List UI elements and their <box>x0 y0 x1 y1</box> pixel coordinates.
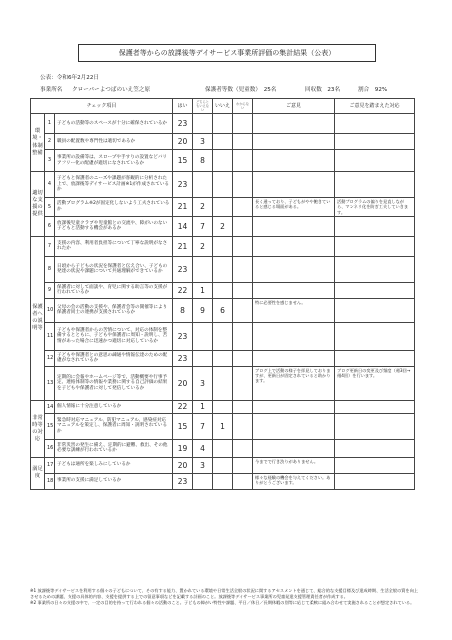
count-no <box>213 439 233 457</box>
count-neither <box>193 256 213 282</box>
count-unknown <box>233 198 253 217</box>
count-neither: 9 <box>193 298 213 322</box>
count-no <box>213 134 233 150</box>
evaluation-table <box>30 98 415 490</box>
count-no <box>213 114 233 134</box>
count-neither <box>193 473 213 489</box>
count-no <box>213 256 233 282</box>
row-number: 2 <box>45 134 55 150</box>
footnotes <box>30 588 420 607</box>
opinion-text: 長く通っており、子どもがやや飽きていると感じる場面がある。 <box>253 198 335 217</box>
count-no <box>213 457 233 473</box>
response-text <box>335 439 415 457</box>
row-number: 3 <box>45 150 55 172</box>
count-yes: 23 <box>173 322 193 350</box>
answer-count: 回収数 23名 <box>305 87 341 93</box>
count-no: 6 <box>213 298 233 322</box>
opinion-text: 様々な経験の機会を与えてください。ありがとうございます。 <box>253 473 335 489</box>
table-body <box>31 114 415 490</box>
response-text <box>335 256 415 282</box>
check-item-text: 職員の配置数や専門性は適切であるか <box>55 134 173 150</box>
opinion-text <box>253 413 335 439</box>
table-row <box>31 198 415 217</box>
count-unknown <box>233 457 253 473</box>
row-number: 6 <box>45 216 55 236</box>
row-number: 11 <box>45 322 55 350</box>
table-row <box>31 236 415 256</box>
footnote-1: ※1 放課後等デイサービスを利用する個々の子どもについて、その有する能力、置かれている環境や日常生活全般の状況に関するアセスメントを通じて、総合的な支援目標及び達成時期、生活全般の質を向上させるための課題、支援の具体的内容、支援を提供する上での留意事項などを記載する計画のこと。放課後等デイサービス事業所の児童発達支援管理責任者が作成する。 <box>30 588 418 599</box>
count-unknown <box>233 400 253 413</box>
row-number: 16 <box>45 439 55 457</box>
table-row <box>31 439 415 457</box>
count-yes: 8 <box>173 298 193 322</box>
count-neither <box>193 350 213 366</box>
count-yes: 23 <box>173 350 193 366</box>
count-no <box>213 282 233 298</box>
count-neither: 8 <box>193 150 213 172</box>
opinion-text <box>253 236 335 256</box>
header-no: いいえ <box>213 99 233 114</box>
header-check-item: チェック項目 <box>31 99 173 114</box>
row-number: 5 <box>45 198 55 217</box>
check-item-text: 非常災害の発生に備え、定期的に避難、救出、その他必要な訓練が行われているか <box>55 439 173 457</box>
category-cell: 満足度 <box>31 457 45 489</box>
check-item-text: 日頃から子どもの状況を保護者と伝え合い、子どもの発達の状況や課題について共通理解ができているか <box>55 256 173 282</box>
count-no <box>213 322 233 350</box>
count-no <box>213 400 233 413</box>
check-item-text: 支援の内容、利用者負担等について丁寧な説明がなされたか <box>55 236 173 256</box>
count-neither: 1 <box>193 400 213 413</box>
count-neither <box>193 172 213 198</box>
opinion-text <box>253 150 335 172</box>
table-row <box>31 322 415 350</box>
opinion-text <box>253 172 335 198</box>
count-unknown <box>233 350 253 366</box>
check-item-text: 定期的に会報やホームページ等で、活動概要や行事予定、連絡体制等の情報や業務に関する自己評価の結果を子どもや保護者に対して発信しているか <box>55 366 173 400</box>
count-unknown <box>233 282 253 298</box>
facility-name: クローバーよつばのいえ笠之原 <box>72 87 151 93</box>
response-text <box>335 413 415 439</box>
check-item-text: 個人情報に十分注意しているか <box>55 400 173 413</box>
header-opinion: ご意見 <box>253 99 335 114</box>
opinion-text: ブログ上で活動の様子を拝見しておりますが、更新日が固定されていると助かります。 <box>253 366 335 400</box>
count-yes: 20 <box>173 134 193 150</box>
count-neither: 3 <box>193 457 213 473</box>
facility-label: 事業所名 <box>40 87 63 93</box>
opinion-text <box>253 439 335 457</box>
check-item-text: 子どもと保護者のニーズや課題が客観的に分析された上で、放課後等デイサービス計画※1が作成されているか <box>55 172 173 198</box>
row-number: 7 <box>45 236 55 256</box>
count-unknown <box>233 134 253 150</box>
count-no <box>213 198 233 217</box>
response-text <box>335 172 415 198</box>
table-row <box>31 400 415 413</box>
check-item-text: 活動プログラム※2が固定化しないよう工夫されているか <box>55 198 173 217</box>
count-unknown <box>233 256 253 282</box>
table-row <box>31 457 415 473</box>
response-text <box>335 473 415 489</box>
opinion-text <box>253 350 335 366</box>
count-yes: 19 <box>173 439 193 457</box>
count-yes: 20 <box>173 366 193 400</box>
count-unknown <box>233 366 253 400</box>
count-yes: 21 <box>173 198 193 217</box>
count-neither: 3 <box>193 134 213 150</box>
opinion-text <box>253 282 335 298</box>
response-text <box>335 282 415 298</box>
row-number: 14 <box>45 400 55 413</box>
check-item-text: 子どもや保護者との意思の疎通や情報伝達のための配慮がなされているか <box>55 350 173 366</box>
header-unknown: わからない <box>233 99 253 114</box>
row-number: 12 <box>45 350 55 366</box>
category-cell: 非常時等の対応 <box>31 400 45 457</box>
opinion-text <box>253 400 335 413</box>
check-item-text: 放課後児童クラブや児童館との交流や、障がいのない子どもと活動する機会があるか <box>55 216 173 236</box>
count-no <box>213 150 233 172</box>
document-title: 保護者等からの放課後等デイサービス事業所評価の集計結果（公表） <box>78 44 376 62</box>
count-neither: 2 <box>193 236 213 256</box>
opinion-text: 今までで行き渋りがありません。 <box>253 457 335 473</box>
count-unknown <box>233 236 253 256</box>
count-unknown <box>233 322 253 350</box>
row-number: 8 <box>45 256 55 282</box>
count-yes: 14 <box>173 216 193 236</box>
count-unknown <box>233 216 253 236</box>
count-neither <box>193 322 213 350</box>
count-yes: 23 <box>173 114 193 134</box>
opinion-text <box>253 134 335 150</box>
response-text: ブログ更新日の変更及び頻度（週3回→週4回）を行います。 <box>335 366 415 400</box>
row-number: 4 <box>45 172 55 198</box>
check-item-text: 子どもは通所を楽しみにしているか <box>55 457 173 473</box>
row-number: 15 <box>45 413 55 439</box>
count-yes: 23 <box>173 473 193 489</box>
table-row <box>31 216 415 236</box>
count-yes: 15 <box>173 150 193 172</box>
row-number: 10 <box>45 298 55 322</box>
table-row <box>31 298 415 322</box>
count-no <box>213 172 233 198</box>
response-text <box>335 457 415 473</box>
count-unknown <box>233 439 253 457</box>
category-cell: 適切な支援の提供 <box>31 172 45 237</box>
table-row <box>31 366 415 400</box>
row-number: 9 <box>45 282 55 298</box>
table-row <box>31 134 415 150</box>
count-neither: 3 <box>193 366 213 400</box>
response-text <box>335 134 415 150</box>
opinion-text <box>253 114 335 134</box>
row-number: 17 <box>45 457 55 473</box>
header-neither: どちらともいえない <box>193 99 213 114</box>
respondent-count: 保護者等数（児童数） 25名 <box>205 87 277 93</box>
count-yes: 23 <box>173 256 193 282</box>
table-row <box>31 473 415 489</box>
table-row <box>31 256 415 282</box>
response-text <box>335 350 415 366</box>
opinion-text: 特に必要性を感じません。 <box>253 298 335 322</box>
count-yes: 15 <box>173 413 193 439</box>
count-unknown <box>233 413 253 439</box>
response-text <box>335 150 415 172</box>
count-neither: 2 <box>193 198 213 217</box>
announce-date: 公表：令和6年2月22日 <box>40 75 99 81</box>
header-yes: はい <box>173 99 193 114</box>
count-no <box>213 350 233 366</box>
count-yes: 23 <box>173 172 193 198</box>
response-text <box>335 236 415 256</box>
response-text: 活動プログラムの偏りを見直しながら、マンネリ化を防ぎ工夫していきます。 <box>335 198 415 217</box>
table-row <box>31 350 415 366</box>
category-cell: 環境・体制整備 <box>31 114 45 172</box>
response-text <box>335 322 415 350</box>
count-no: 2 <box>213 216 233 236</box>
count-neither <box>193 114 213 134</box>
category-cell: 保護者への説明等 <box>31 236 45 400</box>
check-item-text: 父母の会の活動の支援や、保護者会等の開催等により保護者同士の連携が支援されているか <box>55 298 173 322</box>
count-unknown <box>233 114 253 134</box>
row-number: 18 <box>45 473 55 489</box>
row-number: 13 <box>45 366 55 400</box>
check-item-text: 事業所の支援に満足しているか <box>55 473 173 489</box>
count-neither: 7 <box>193 413 213 439</box>
count-no <box>213 366 233 400</box>
count-unknown <box>233 150 253 172</box>
count-no <box>213 236 233 256</box>
count-no <box>213 473 233 489</box>
response-text <box>335 298 415 322</box>
opinion-text <box>253 216 335 236</box>
response-text <box>335 400 415 413</box>
count-yes: 21 <box>173 236 193 256</box>
count-unknown <box>233 298 253 322</box>
count-yes: 20 <box>173 457 193 473</box>
header-response: ご意見を踏まえた対応 <box>335 99 415 114</box>
row-number: 1 <box>45 114 55 134</box>
opinion-text <box>253 322 335 350</box>
opinion-text <box>253 256 335 282</box>
count-neither: 1 <box>193 282 213 298</box>
count-neither: 4 <box>193 439 213 457</box>
table-row <box>31 413 415 439</box>
table-row <box>31 282 415 298</box>
count-unknown <box>233 473 253 489</box>
answer-rate: 割合 92% <box>358 87 388 93</box>
table-row <box>31 114 415 134</box>
count-yes: 22 <box>173 400 193 413</box>
check-item-text: 子どもや保護者からの苦情について、対応の体制を整備するとともに、子どもや保護者に周知・説明し、苦情があった場合に迅速かつ適切に対応しているか <box>55 322 173 350</box>
count-no: 1 <box>213 413 233 439</box>
count-yes: 22 <box>173 282 193 298</box>
check-item-text: 保護者に対して面談や、育児に関する助言等の支援が行われているか <box>55 282 173 298</box>
check-item-text: 事業所の設備等は、スロープや手すりの設置などバリアフリー化の配慮が適切になされているか <box>55 150 173 172</box>
check-item-text: 子どもの活動等のスペースが十分に確保されているか <box>55 114 173 134</box>
footnote-2: ※2 事業所の日々の支援の中で、一定の目的を持って行われる個々の活動のこと。子どもの障がい特性や課題、平日／休日／長期休暇の別等に応じて柔軟に組み合わせて実施されることが想定されている。 <box>30 600 415 606</box>
table-row <box>31 172 415 198</box>
count-unknown <box>233 172 253 198</box>
table-row <box>31 150 415 172</box>
count-neither: 7 <box>193 216 213 236</box>
response-text <box>335 216 415 236</box>
response-text <box>335 114 415 134</box>
check-item-text: 緊急時対応マニュアル、防犯マニュアル、感染症対応マニュアルを策定し、保護者に周知・説明されているか <box>55 413 173 439</box>
